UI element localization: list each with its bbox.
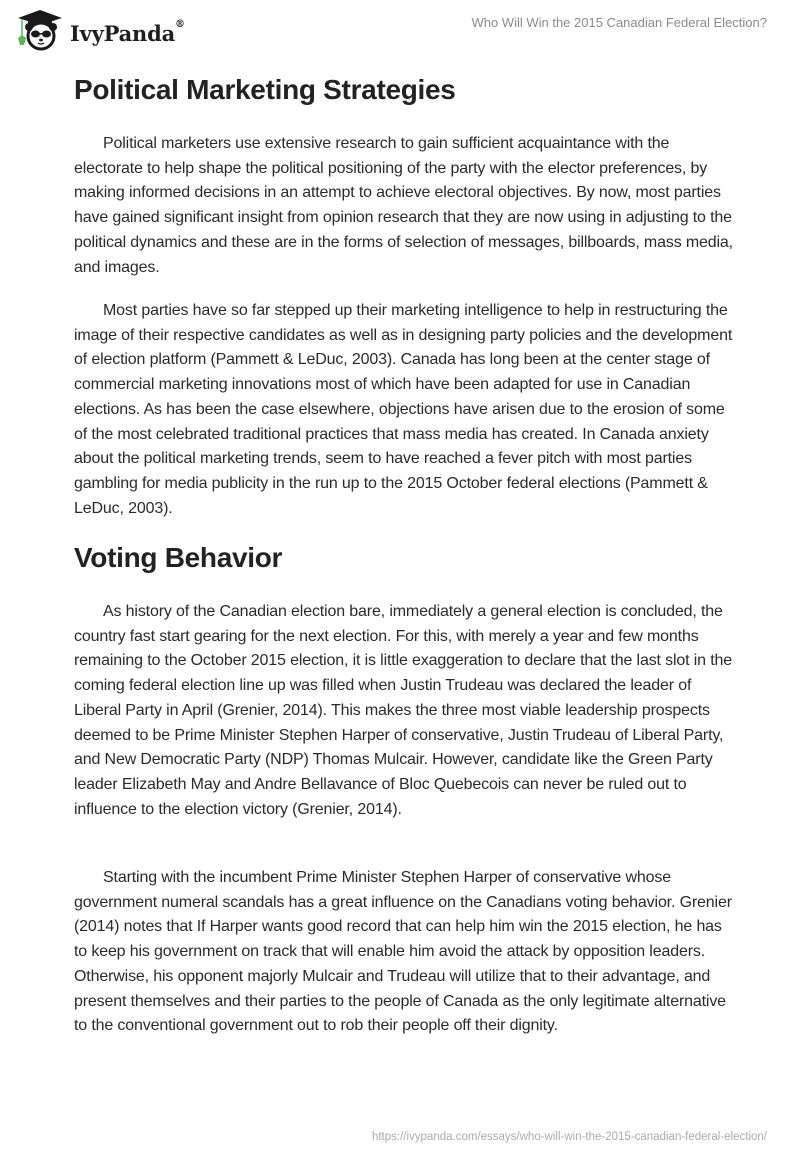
section-heading: Political Marketing Strategies — [74, 74, 456, 105]
ivypanda-logo[interactable] — [16, 8, 185, 52]
registered-mark: ® — [175, 18, 185, 30]
paragraph: Political marketers use extensive research to gain sufficient acquaintance with the electorate to help shape the political positioning of the party with the elector preferences, by making informed decisions in an attempt to achieve electoral objectives. By now, most parties have gained significant insight from opinion research that they are now using in adjusting to the political dynamics and these are in the forms of selection of messages, billboards, mass media, and images. — [74, 135, 733, 276]
paragraph: As history of the Canadian election bare, immediately a general election is concluded, the country fast start gearing for the next election. For this, with merely a year and few months remaining to the October 2015 election, it is little exaggeration to declare that the last slot in the coming federal election line up was filled when Justin Trudeau was declared the leader of Liberal Party in April (Grenier, 2014). This makes the three most viable leadership prospects deemed to be Prime Minister Stephen Harper of conservative, Justin Trudeau of Liberal Party, and New Democratic Party (NDP) Thomas Mulcair. However, candidate like the Green Party leader Elizabeth May and Andre Bellavance of Bloc Quebecois can never be ruled out to influence to the election victory (Grenier, 2014). — [74, 603, 732, 818]
section-heading: Voting Behavior — [74, 542, 283, 573]
brand-name: IvyPanda® — [70, 18, 185, 46]
document-title: Who Will Win the 2015 Canadian Federal Election? — [471, 15, 767, 30]
source-url[interactable]: https://ivypanda.com/essays/who-will-win-the-2015-canadian-federal-election/ — [371, 1131, 767, 1143]
paragraph: Starting with the incumbent Prime Minister Stephen Harper of conservative whose government numeral scandals has a great influence on the Canadians voting behavior. Grenier (2014) notes that If Harper wants good record that can help him win the 2015 election, he has to keep his government on track that will enable him avoid the attack by opposition leaders. Otherwise, his opponent majorly Mulcair and Trudeau will utilize that to their advantage, and present themselves and their parties to the people of Canada as the only legitimate alternative to the conventional government out to rob their people off their dignity. — [74, 869, 732, 1035]
paragraph: Most parties have so far stepped up their marketing intelligence to help in restructuring the image of their respective candidates as well as in designing party policies and the development of election platform (Pammett & LeDuc, 2003). Canada has long been at the center stage of commercial marketing innovations most of which have been adapted for use in Canadian elections. As has been the case elsewhere, objections have arisen due to the erosion of some of the most celebrated traditional practices that mass media has created. In Canada anxiety about the political marketing trends, seem to have reached a fever pitch with most parties gambling for media publicity in the run up to the 2015 October federal elections (Pammett & LeDuc, 2003). — [74, 302, 733, 517]
page-header — [0, 0, 800, 60]
panda-graduate-icon — [16, 8, 64, 52]
